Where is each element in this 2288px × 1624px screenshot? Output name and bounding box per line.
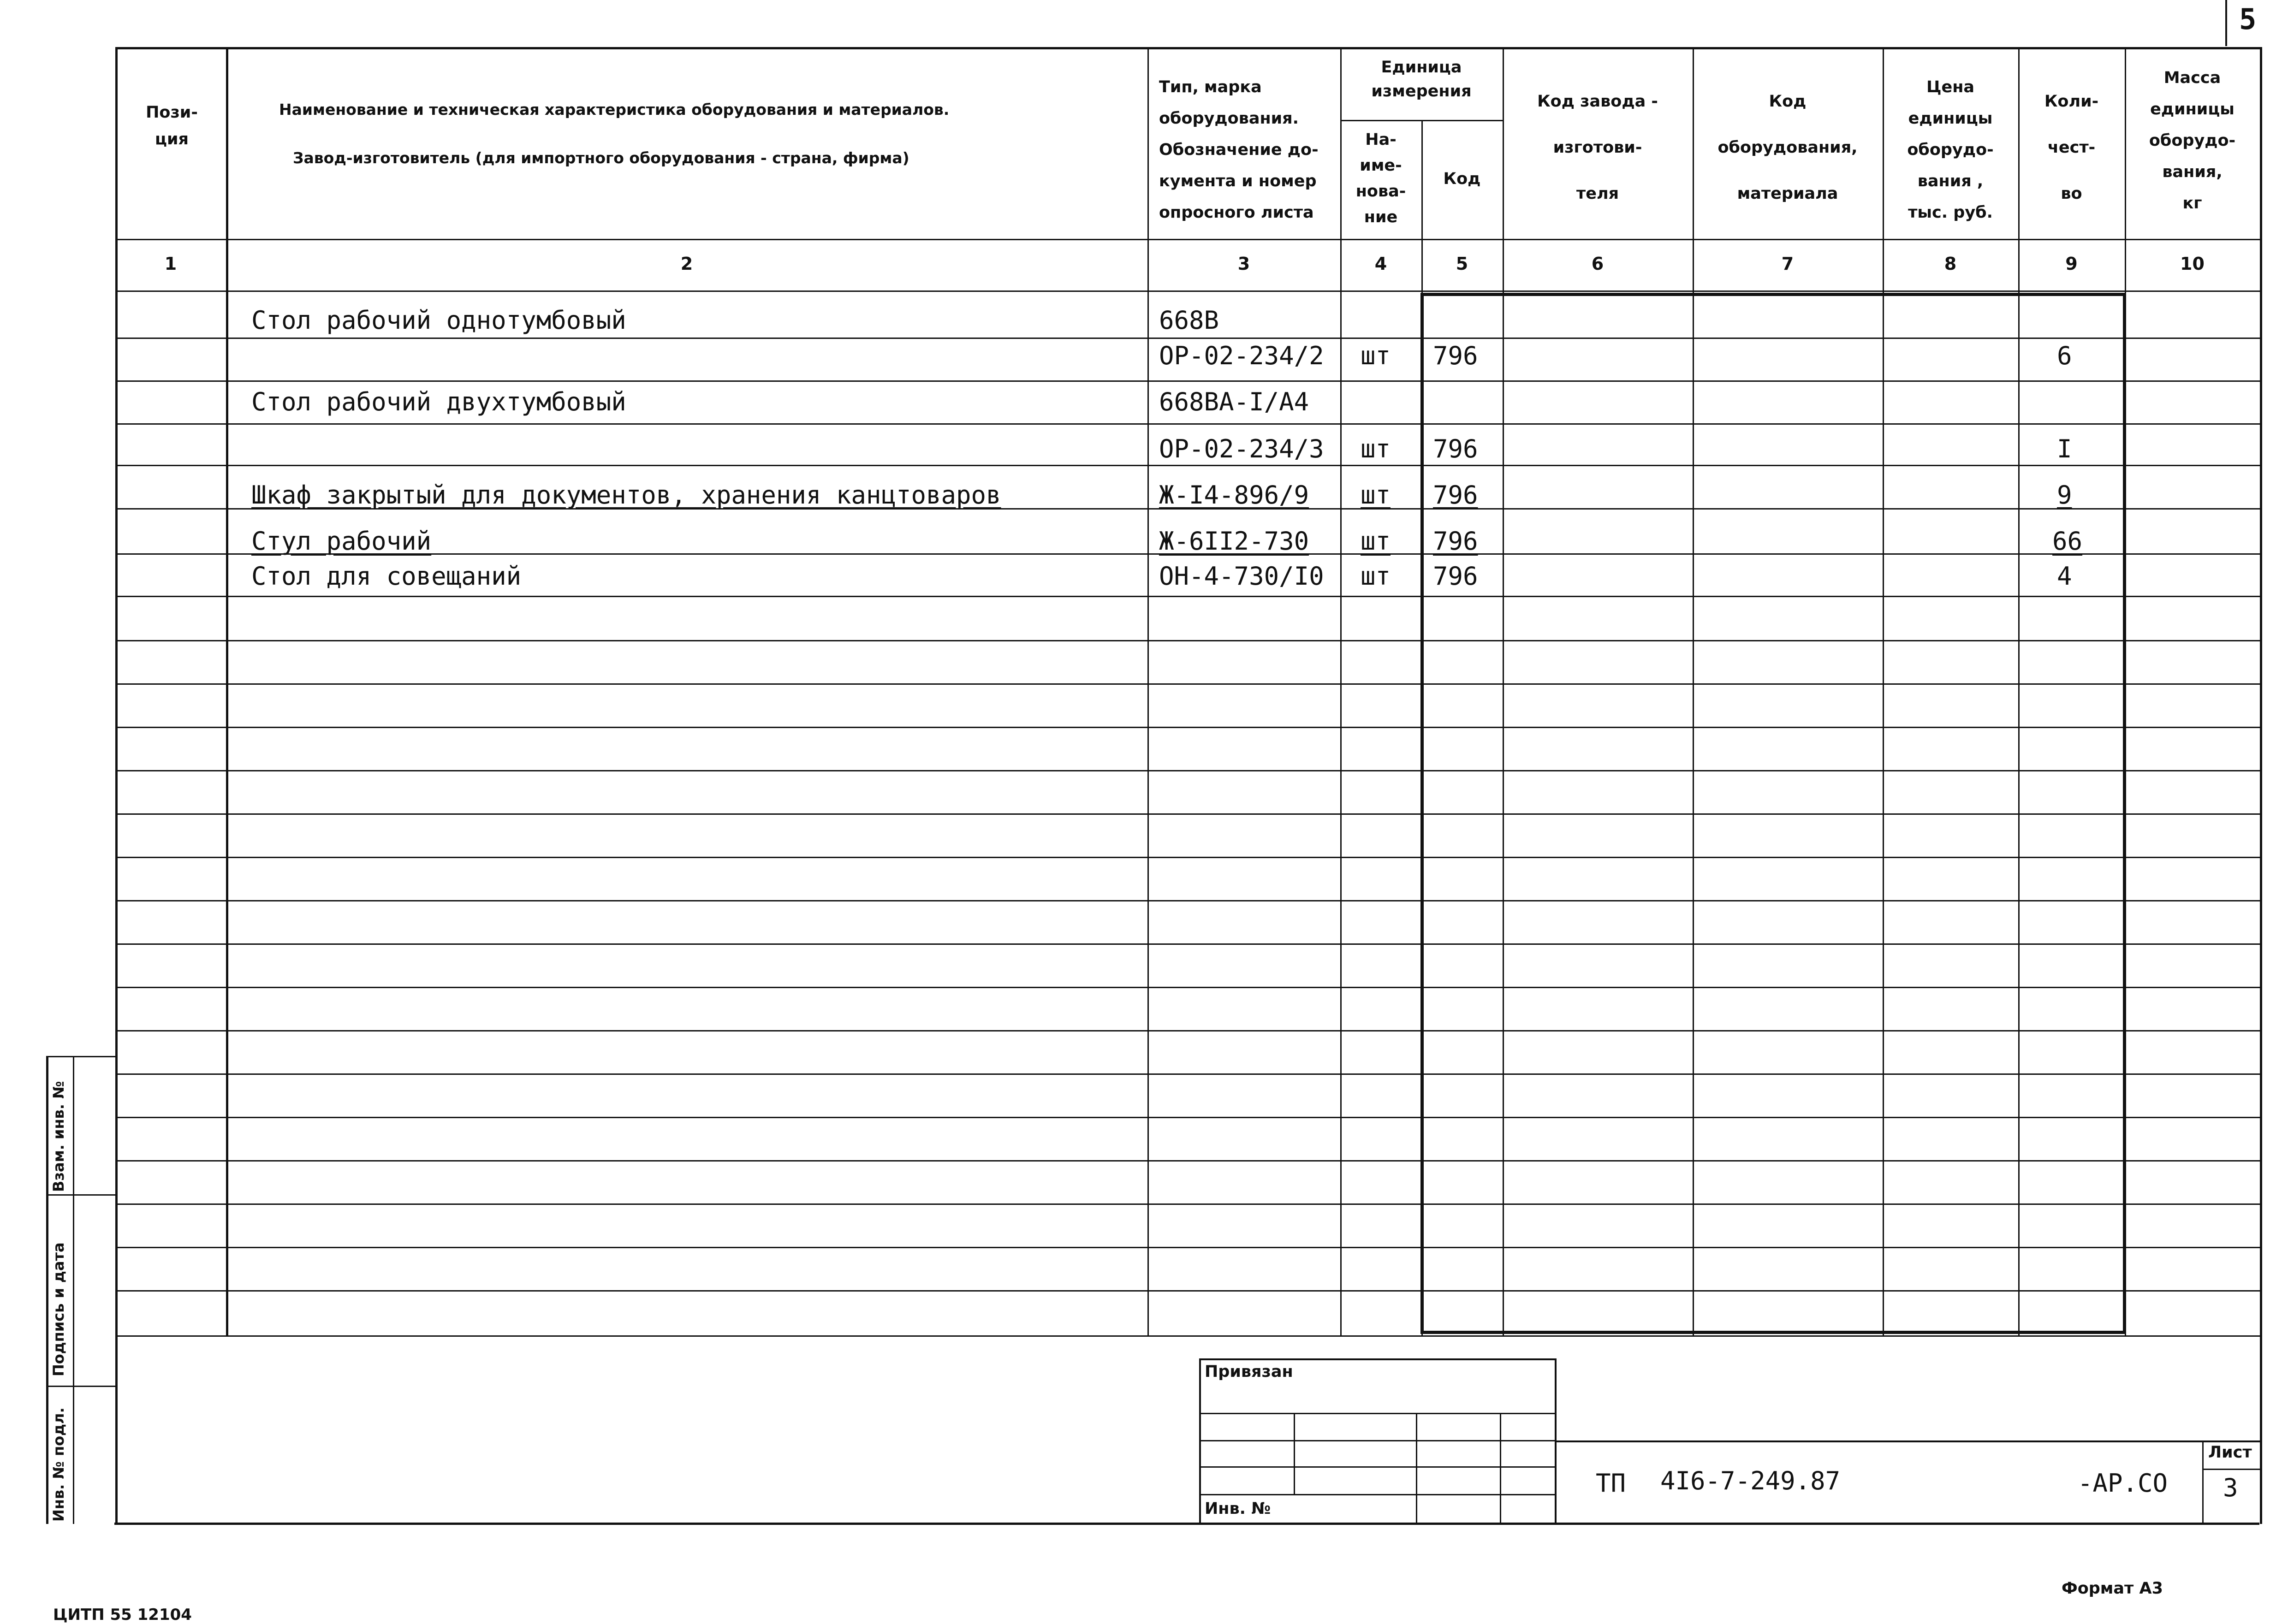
row-5-type: Ж-I4-896/9 <box>1159 480 1309 510</box>
side-podpis-data: Подпись и дата <box>50 1242 67 1376</box>
page-number: 5 <box>2239 2 2257 36</box>
row-7-code: 796 <box>1433 562 1478 591</box>
column-numbers-bottom-border <box>115 290 2260 292</box>
colnum-5: 5 <box>1456 254 1468 274</box>
row-4-unit: шт <box>1361 434 1391 463</box>
side-vzam-inv: Взам. инв. № <box>50 1081 67 1192</box>
row-5-qty: 9 <box>2057 480 2072 510</box>
row-line <box>115 1203 2260 1205</box>
colnum-1: 1 <box>164 254 177 274</box>
side-stamp-left-border <box>46 1056 48 1524</box>
row-line <box>115 1073 2260 1075</box>
row-line <box>115 943 2260 945</box>
row-line <box>115 857 2260 858</box>
privyazan-row1 <box>1199 1413 1557 1414</box>
header-unit-code: Код <box>1443 170 1481 188</box>
row-3-type: 668ВА-I/А4 <box>1159 387 1309 416</box>
header-equip-code: Код оборудования, материала <box>1717 92 1858 203</box>
row-2-unit: шт <box>1361 341 1391 370</box>
doc-prefix: ТП <box>1596 1469 1626 1498</box>
privyazan-row4 <box>1199 1494 1557 1495</box>
privyazan-col1 <box>1294 1413 1295 1494</box>
privyazan-label: Привязан <box>1205 1363 1293 1381</box>
privyazan-row2 <box>1199 1440 1557 1441</box>
row-3-name: Стол рабочий двухтумбовый <box>251 387 626 416</box>
sheet-divider <box>2202 1440 2204 1523</box>
row-2-type: ОР-02-234/2 <box>1159 341 1324 370</box>
row-line <box>115 465 2260 466</box>
row-line <box>115 380 2260 382</box>
colnum-10: 10 <box>2180 254 2205 274</box>
row-line <box>115 727 2260 728</box>
row-line <box>115 423 2260 425</box>
header-unit: Единица измерения <box>1371 58 1472 101</box>
row-line <box>115 1030 2260 1031</box>
row-6-unit: шт <box>1361 527 1391 556</box>
table-top-border <box>115 47 2260 49</box>
side-stamp-div2 <box>46 1386 115 1387</box>
row-6-qty: 66 <box>2052 527 2083 556</box>
page-number-divider <box>2225 0 2227 46</box>
side-stamp-inner-border <box>73 1056 74 1524</box>
row-2-qty: 6 <box>2057 341 2072 370</box>
colnum-4: 4 <box>1374 254 1387 274</box>
header-mfr-code: Код завода - изготови- теля <box>1537 92 1658 203</box>
header-unit-name: На- име- нова- ние <box>1355 130 1406 226</box>
row-6-name: Стул рабочий <box>251 527 432 556</box>
colnum-9: 9 <box>2065 254 2078 274</box>
format-label: Формат А3 <box>2062 1579 2163 1598</box>
row-6-code: 796 <box>1433 527 1478 556</box>
unit-subheader-divider <box>1340 120 1503 121</box>
row-5-unit: шт <box>1361 480 1391 510</box>
doc-suffix: -АР.СО <box>2078 1469 2168 1498</box>
row-line <box>115 1290 2260 1292</box>
row-7-qty: 4 <box>2057 562 2072 591</box>
row-6-type: Ж-6II2-730 <box>1159 527 1309 556</box>
row-5-code: 796 <box>1433 480 1478 510</box>
table-bottom-border <box>115 1335 2260 1337</box>
row-4-type: ОР-02-234/3 <box>1159 434 1324 463</box>
row-line <box>115 900 2260 901</box>
colnum-7: 7 <box>1781 254 1794 274</box>
row-1-name: Стол рабочий однотумбовый <box>251 306 626 335</box>
header-mass: Масса единицы оборудо- вания, кг <box>2149 69 2236 213</box>
row-7-type: ОН-4-730/I0 <box>1159 562 1324 591</box>
bottom-code: ЦИТП 55 12104 <box>53 1606 192 1624</box>
row-line <box>115 338 2260 339</box>
sheet-number: 3 <box>2223 1473 2238 1502</box>
inv-no-label: Инв. № <box>1205 1500 1271 1518</box>
header-qty: Коли- чест- во <box>2044 92 2099 203</box>
privyazan-row3 <box>1199 1466 1557 1468</box>
row-line <box>115 1247 2260 1248</box>
header-name-line2: Завод-изготовитель (для импортного оборудования - страна, фирма) <box>293 149 909 167</box>
privyazan-col2 <box>1416 1413 1417 1523</box>
side-stamp-div1 <box>46 1194 115 1196</box>
row-4-qty: I <box>2057 434 2072 463</box>
side-inv-podl: Инв. № подл. <box>50 1407 67 1522</box>
header-bottom-border <box>115 239 2260 240</box>
header-name-line1: Наименование и техническая характеристика оборудования и материалов. <box>279 101 950 119</box>
header-position: Пози- ция <box>146 103 198 148</box>
row-line <box>115 813 2260 815</box>
row-line <box>115 640 2260 641</box>
privyazan-col3 <box>1500 1413 1501 1523</box>
row-2-code: 796 <box>1433 341 1478 370</box>
row-line <box>115 770 2260 771</box>
header-price: Цена единицы оборудо- вания , тыс. руб. <box>1907 78 1994 222</box>
row-line <box>115 987 2260 988</box>
side-stamp-top <box>46 1056 115 1057</box>
row-1-type: 668В <box>1159 306 1219 335</box>
colnum-2: 2 <box>680 254 693 274</box>
row-5-name: Шкаф закрытый для документов, хранения канцтоваров <box>251 480 1001 510</box>
colnum-3: 3 <box>1237 254 1250 274</box>
row-line <box>115 1117 2260 1118</box>
frame-right-border <box>2260 47 2262 1524</box>
row-4-code: 796 <box>1433 434 1478 463</box>
sheet-label-divider <box>2202 1469 2261 1470</box>
row-line <box>115 596 2260 597</box>
row-7-unit: шт <box>1361 562 1391 591</box>
colnum-8: 8 <box>1944 254 1957 274</box>
row-line <box>115 683 2260 685</box>
doc-number: 4I6-7-249.87 <box>1660 1466 1841 1495</box>
row-7-name: Стол для совещаний <box>251 562 522 591</box>
row-line <box>115 1160 2260 1162</box>
sheet-label: Лист <box>2208 1443 2252 1462</box>
colnum-6: 6 <box>1591 254 1604 274</box>
header-type: Тип, марка оборудования. Обозначение до- кумента и номер опросного листа <box>1159 78 1319 222</box>
